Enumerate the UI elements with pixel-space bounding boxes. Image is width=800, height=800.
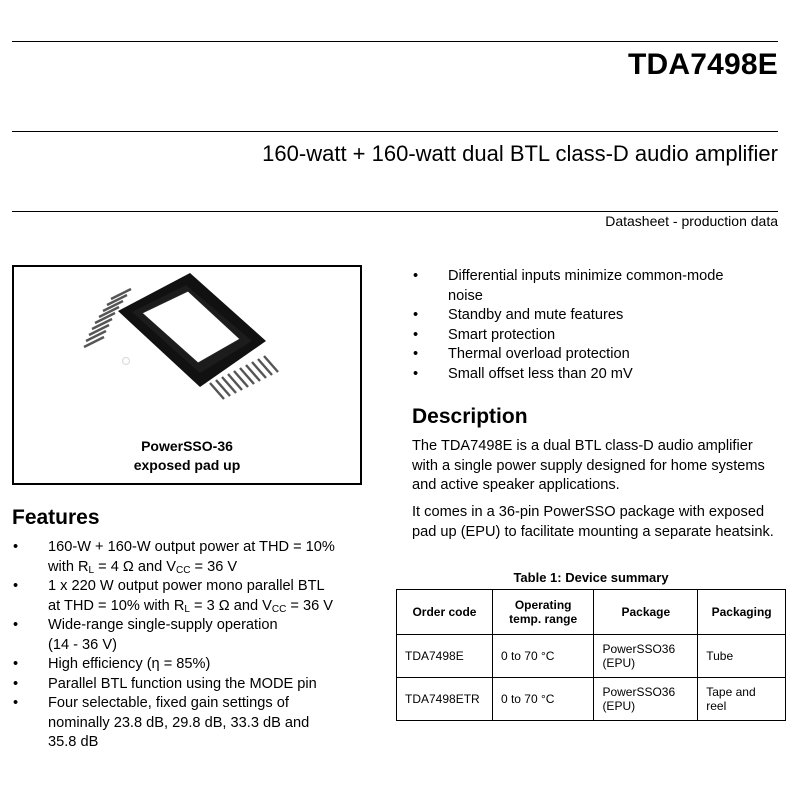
description-paragraph-1: The TDA7498E is a dual BTL class-D audio amplifier with a single power supply designed for home systems and active speaker applications. — [412, 438, 765, 493]
list-item: • 160-W + 160-W output power at THD = 10% with $R_L = 4$ Ω and $V_{CC} = 36$ V — [13, 539, 335, 576]
list-item: • Thermal overload protection — [412, 345, 782, 365]
bullet-icon: • — [413, 268, 419, 284]
device-summary-table — [396, 589, 786, 721]
bullet-icon: • — [413, 346, 419, 362]
bullet-icon: • — [13, 539, 19, 555]
list-item: • Wide-range single-supply operation (14 - 36 V) — [13, 617, 278, 653]
cell-order-code: TDA7498ETR — [397, 678, 493, 721]
list-item: • Standby and mute features — [412, 306, 782, 326]
cell-temp-range: 0 to 70 °C — [492, 635, 594, 678]
table-header-row — [397, 590, 786, 635]
list-item: • 1 x 220 W output power mono parallel BTL at THD = 10% with $R_L = 3$ Ω and $V_{CC} = 36$ V — [13, 578, 333, 615]
cell-temp-range: 0 to 70 °C — [492, 678, 594, 721]
description-heading: Description — [412, 405, 528, 428]
subtitle-rule — [12, 211, 778, 212]
header-operating-temp: Operating temp. range — [492, 590, 594, 635]
bullet-icon: • — [413, 307, 419, 323]
list-item: • Smart protection — [412, 326, 782, 346]
table-row — [397, 635, 786, 678]
features-list — [12, 538, 390, 753]
datasheet-type: Datasheet - production data — [605, 213, 778, 229]
document-subtitle: 160-watt + 160-watt dual BTL class-D audio amplifier — [262, 141, 778, 166]
cell-package: PowerSSO36 (EPU) — [594, 635, 698, 678]
cell-packaging: Tube — [698, 635, 786, 678]
header-order-code: Order code — [397, 590, 493, 635]
package-caption-line1: PowerSSO-36 — [141, 438, 233, 454]
cell-packaging: Tape and reel — [698, 678, 786, 721]
bullet-icon: • — [13, 675, 19, 692]
cell-package: PowerSSO36 (EPU) — [594, 678, 698, 721]
part-number: TDA7498E — [627, 48, 778, 81]
list-item: • Differential inputs minimize common-mode noise — [413, 268, 724, 304]
list-item: • Small offset less than 20 mV — [412, 365, 782, 385]
table-row — [397, 678, 786, 721]
pin1-marker — [123, 358, 130, 365]
bullet-icon: • — [13, 578, 19, 594]
top-rule — [12, 41, 778, 42]
chip-pins-left — [84, 289, 131, 347]
list-item: • Four selectable, fixed gain settings of nominally 23.8 dB, 29.8 dB, 33.3 dB and 35.8 dB — [13, 695, 310, 750]
header-package: Package — [594, 590, 698, 635]
bullet-icon: • — [13, 656, 19, 672]
bullet-icon: • — [13, 617, 19, 633]
bullet-icon: • — [413, 365, 419, 382]
header-packaging: Packaging — [698, 590, 786, 635]
cell-order-code: TDA7498E — [397, 635, 493, 678]
description-paragraph-2: It comes in a 36-pin PowerSSO package with exposed pad up (EPU) to facilitate mounting a separate heatsink. — [412, 504, 774, 540]
package-caption-line2: exposed pad up — [133, 457, 241, 473]
bullet-icon: • — [13, 695, 19, 711]
bullet-icon: • — [413, 326, 419, 343]
features-heading: Features — [12, 506, 100, 529]
title-rule — [12, 131, 778, 132]
list-item: • High efficiency (η = 85%) — [12, 655, 390, 675]
list-item: • Parallel BTL function using the MODE pin — [12, 675, 390, 695]
table-caption: Table 1: Device summary — [513, 570, 669, 585]
package-caption — [12, 437, 362, 475]
features-list-continued — [412, 267, 782, 384]
